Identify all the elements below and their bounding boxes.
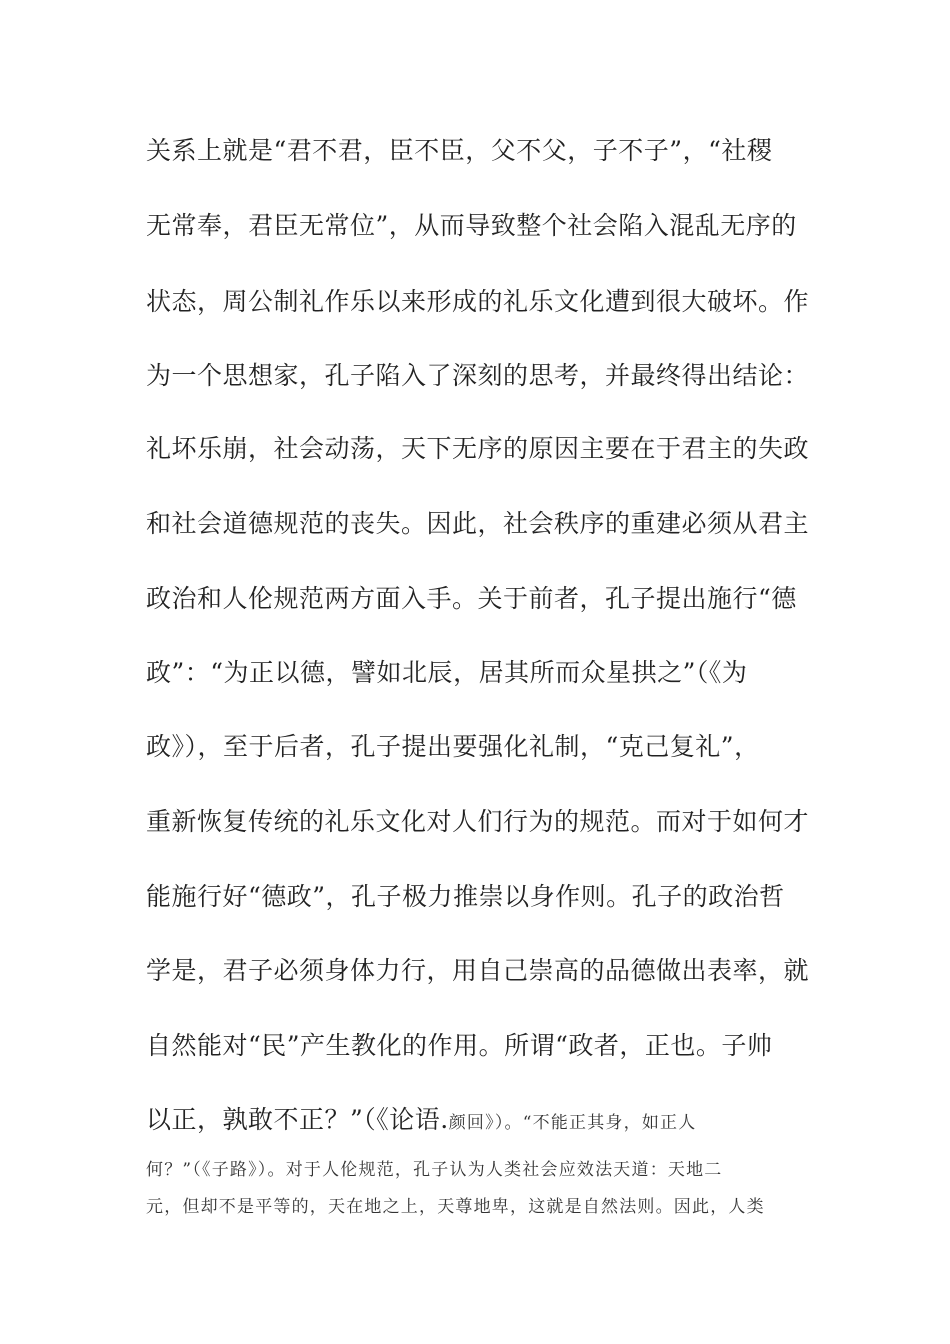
text-line: 能施行好“德政”，孔子极力推崇以身作则。孔子的政治哲 <box>146 882 785 911</box>
text-line: 学是，君子必须身体力行，用自己崇高的品德做出表率，就 <box>146 956 810 985</box>
text-line: 政”：“为正以德，譬如北辰，居其所而众星拱之”（《为 <box>146 658 748 687</box>
text-line: 关系上就是“君不君，臣不臣，父不父，子不子”，“社稷 <box>146 136 773 165</box>
text-line: 为一个思想家，孔子陷入了深刻的思考，并最终得出结论： <box>146 361 810 390</box>
text-line: 无常奉，君臣无常位”，从而导致整个社会陷入混乱无序的 <box>146 211 797 240</box>
mixed-text-line <box>146 1104 796 1136</box>
text-line: 自然能对“民”产生教化的作用。所谓“政者，正也。子帅 <box>146 1031 773 1060</box>
small-text-line: 元，但却不是平等的，天在地之上，天尊地卑，这就是自然法则。因此，人类 <box>146 1197 765 1217</box>
text-line: 政》），至于后者，孔子提出要强化礼制，“克己复礼”， <box>146 732 760 761</box>
text-line: 状态，周公制礼作乐以来形成的礼乐文化遭到很大破坏。作 <box>146 287 810 316</box>
small-text-line: 何？”（《子路》）。对于人伦规范，孔子认为人类社会应效法天道：天地二 <box>146 1160 723 1180</box>
text-segment-small: 颜回》）。“不能正其身，如正人 <box>448 1113 697 1133</box>
text-segment-large: 以正，孰敢不正？”（《论语. <box>146 1105 449 1134</box>
text-line: 重新恢复传统的礼乐文化对人们行为的规范。而对于如何才 <box>146 807 810 836</box>
text-line: 政治和人伦规范两方面入手。关于前者，孔子提出施行“德 <box>146 584 797 613</box>
text-line: 和社会道德规范的丧失。因此，社会秩序的重建必须从君主 <box>146 509 810 538</box>
text-line: 礼坏乐崩，社会动荡，天下无序的原因主要在于君主的失政 <box>146 434 810 463</box>
